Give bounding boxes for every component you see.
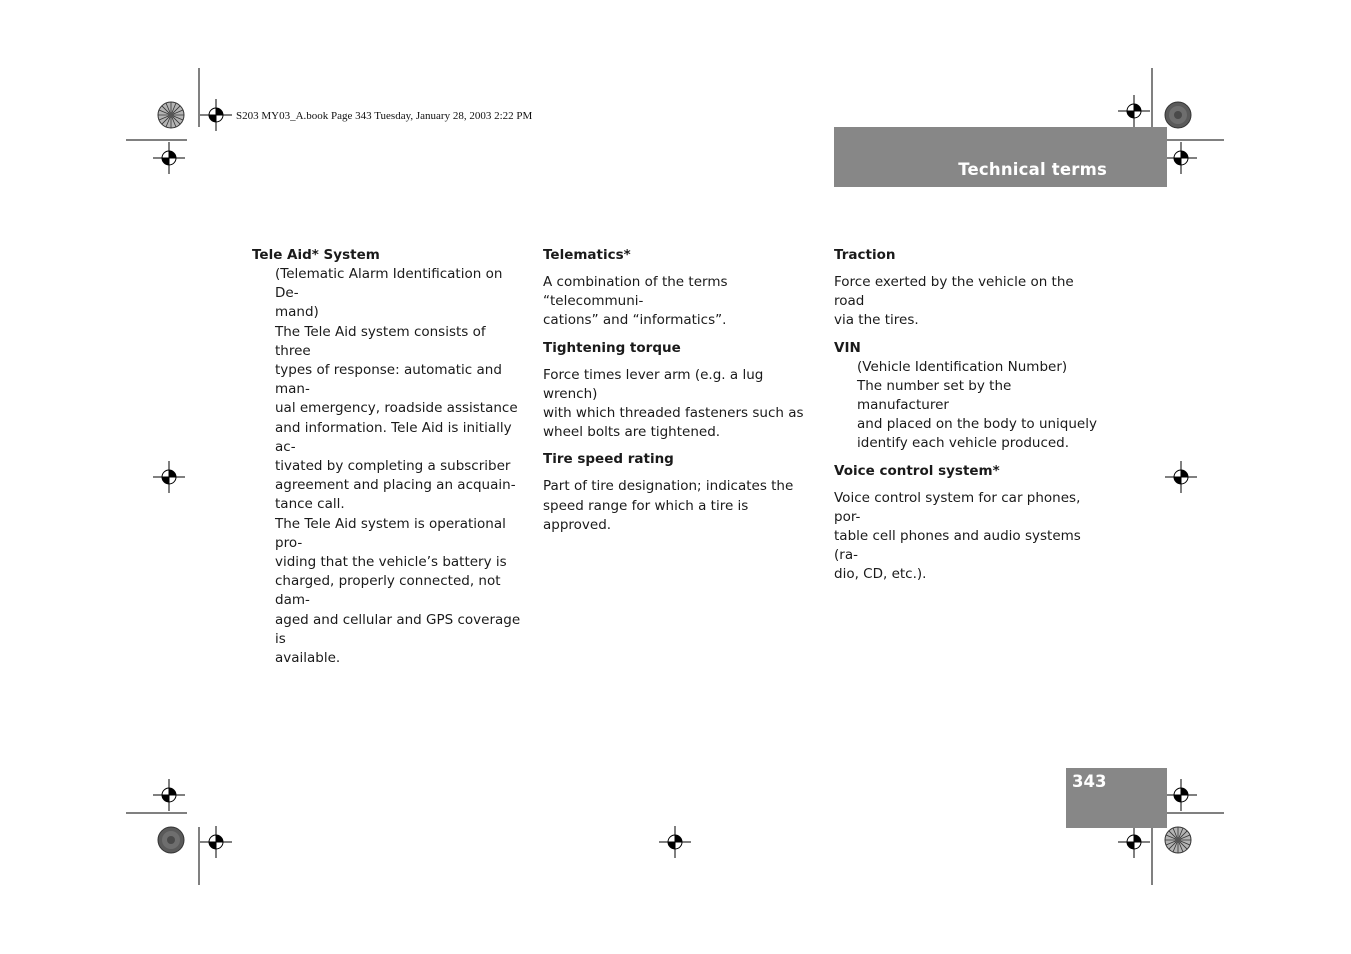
- definition-line: Voice control system for car phones, por-: [834, 489, 1081, 525]
- definition-line: A combination of the terms “telecommuni-: [543, 274, 728, 310]
- term-heading: Tightening torque: [543, 339, 681, 356]
- definition-line: with which threaded fasteners such as: [543, 405, 804, 422]
- definition-line: The Tele Aid system is operational pro-: [275, 515, 506, 551]
- definition-line: The number set by the manufacturer: [857, 377, 1012, 414]
- definition-line: and information. Tele Aid is initially ac-: [275, 419, 512, 455]
- glossary-entry-vin: [834, 339, 1106, 454]
- definition-line: Part of tire designation; indicates the: [543, 478, 794, 495]
- definition-line: ual emergency, roadside assistance: [275, 400, 518, 417]
- glossary-entry-tire-speed-rating: [543, 450, 815, 535]
- glossary-column-1: [252, 246, 524, 668]
- definition-line: identify each vehicle produced.: [857, 435, 1070, 452]
- definition-line: mand): [275, 304, 319, 321]
- definition-line: viding that the vehicle’s battery is: [275, 554, 507, 571]
- glossary-entry-traction: [834, 246, 1106, 331]
- term-heading: Tele Aid* System: [252, 247, 380, 263]
- glossary-entry-tightening-torque: [543, 339, 815, 443]
- glossary-entry-telematics: [543, 246, 815, 331]
- definition-line: wheel bolts are tightened.: [543, 424, 721, 441]
- glossary-column-2: [543, 246, 815, 535]
- section-title: Technical terms: [958, 160, 1107, 179]
- definition-line: speed range for which a tire is approved.: [543, 497, 749, 533]
- definition-line: types of response: automatic and man-: [275, 362, 502, 398]
- section-header-tab: [834, 127, 1167, 187]
- definition-line: agreement and placing an acquain-: [275, 477, 516, 494]
- term-heading: Telematics*: [543, 247, 631, 263]
- definition-line: tance call.: [275, 496, 345, 513]
- print-slug: S203 MY03_A.book Page 343 Tuesday, January 28, 2003 2:22 PM: [236, 110, 533, 122]
- definition-line: (Telematic Alarm Identification on De-: [275, 266, 503, 302]
- page-number-tab: [1066, 768, 1167, 828]
- glossary-entry-voice-control: [834, 462, 1106, 585]
- definition-line: The Tele Aid system consists of three: [275, 323, 486, 359]
- definition-line: via the tires.: [834, 312, 919, 329]
- definition-line: Force exerted by the vehicle on the road: [834, 274, 1074, 310]
- term-heading: Voice control system*: [834, 462, 1000, 479]
- definition-line: (Vehicle Identification Number): [857, 358, 1068, 375]
- definition-line: available.: [275, 650, 341, 667]
- term-heading: Traction: [834, 247, 896, 263]
- definition-line: table cell phones and audio systems (ra-: [834, 528, 1081, 564]
- term-heading: Tire speed rating: [543, 451, 674, 468]
- page-number: 343: [1072, 772, 1107, 791]
- definition-line: dio, CD, etc.).: [834, 566, 927, 583]
- definition-line: charged, properly connected, not dam-: [275, 573, 501, 609]
- term-heading: VIN: [834, 339, 861, 356]
- definition-line: Force times lever arm (e.g. a lug wrench): [543, 366, 764, 402]
- definition-line: aged and cellular and GPS coverage is: [275, 611, 521, 647]
- definition-line: tivated by completing a subscriber: [275, 458, 511, 475]
- glossary-entry-tele-aid: [252, 246, 524, 668]
- definition-line: and placed on the body to uniquely: [857, 416, 1097, 433]
- glossary-column-3: [834, 246, 1106, 585]
- definition-line: cations” and “informatics”.: [543, 312, 727, 329]
